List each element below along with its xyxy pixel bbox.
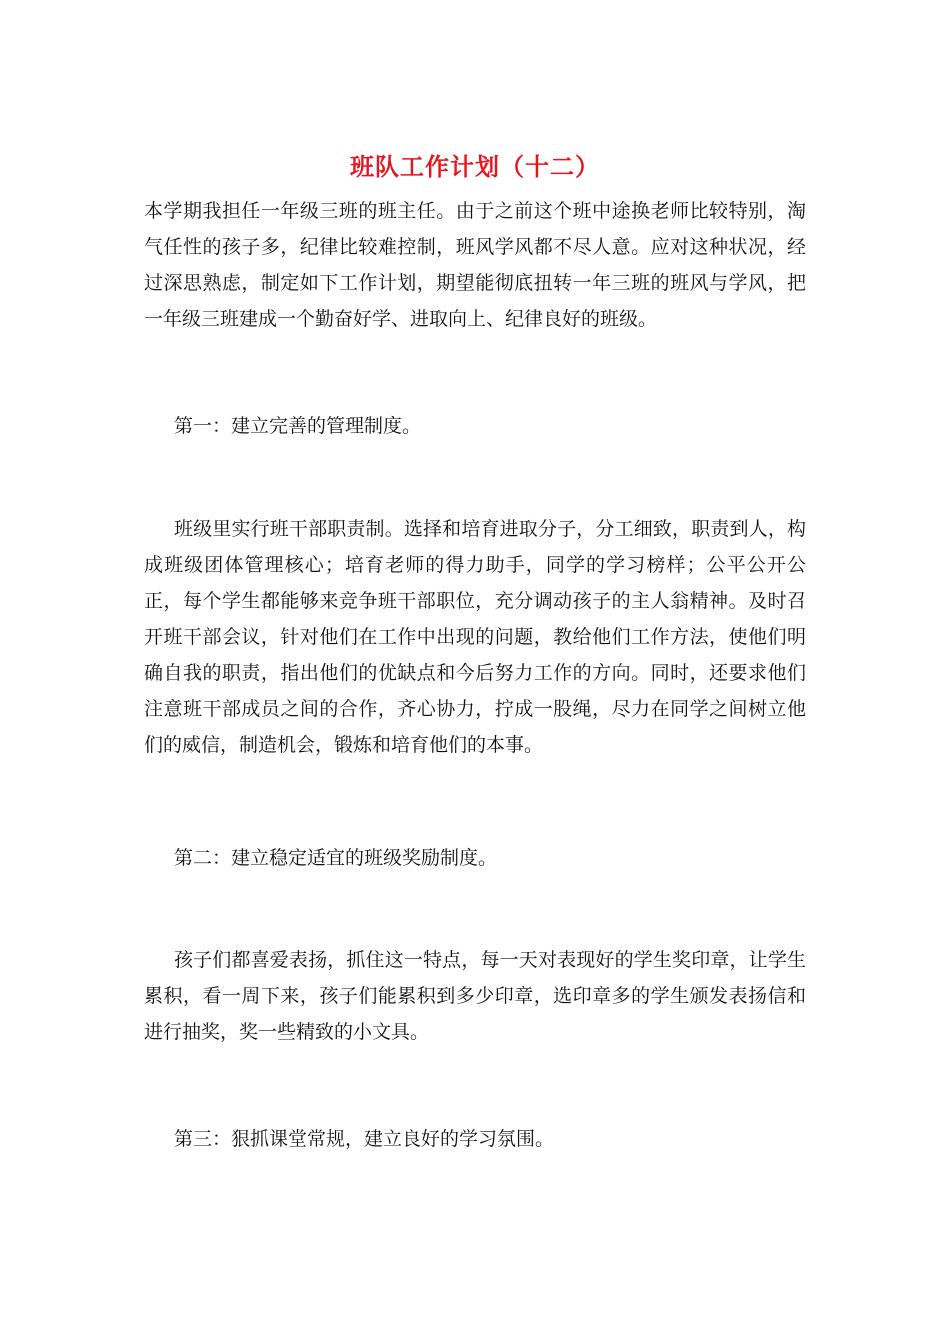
document-title: 班队工作计划（十二） (350, 152, 600, 181)
section-heading-2: 第二：建立稳定适宜的班级奖励制度。 (174, 847, 498, 869)
section-body-2: 孩子们都喜爱表扬，抓住这一特点，每一天对表现好的学生奖印章，让学生累积，看一周下来，孩子们能累积到多少印章，选印章多的学生颁发表扬信和进行抽奖，奖一些精致的小文具。 (144, 949, 806, 1043)
intro-paragraph: 本学期我担任一年级三班的班主任。由于之前这个班中途换老师比较特别，淘气任性的孩子多，纪律比较难控制，班风学风都不尽人意。应对这种状况，经过深思熟虑，制定如下工作计划，期望能彻底扭转一年三班的班风与学风，把一年级三班建成一个勤奋好学、进取向上、纪律良好的班级。 (144, 200, 806, 330)
section-heading-1: 第一：建立完善的管理制度。 (174, 415, 422, 437)
section-heading-3: 第三：狠抓课堂常规，建立良好的学习氛围。 (174, 1128, 555, 1150)
section-body-1: 班级里实行班干部职责制。选择和培育进取分子，分工细致，职责到人，构成班级团体管理核心；培育老师的得力助手，同学的学习榜样；公平公开公正，每个学生都能够来竞争班干部职位，充分调动孩子的主人翁精神。及时召开班干部会议，针对他们在工作中出现的问题，教给他们工作方法，使他们明确自我的职责，指出他们的优缺点和今后努力工作的方向。同时，还要求他们注意班干部成员之间的合作，齐心协力，拧成一股绳，尽力在同学之间树立他们的威信，制造机会，锻炼和培育他们的本事。 (144, 518, 806, 756)
